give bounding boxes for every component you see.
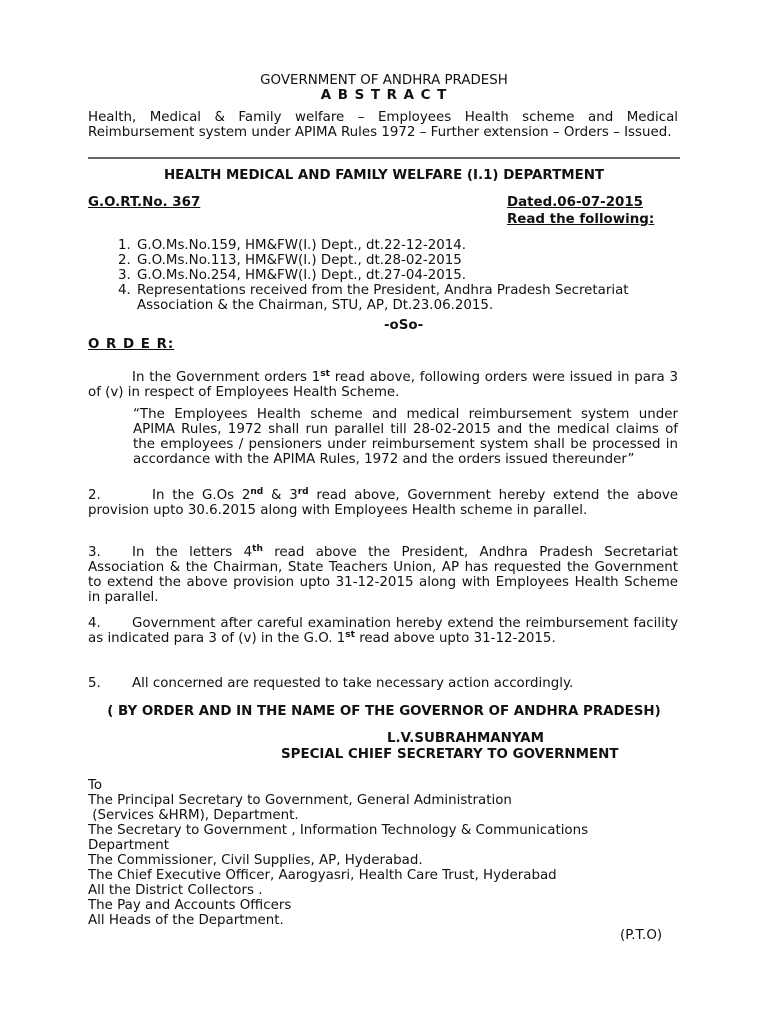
recipient-line: All the District Collectors .	[88, 883, 263, 898]
paragraph-1-text-a: In the Government orders 1	[132, 370, 321, 385]
recipient-line: Department	[88, 838, 170, 853]
ordinal-suffix: th	[252, 544, 263, 554]
paragraph-number: 5.	[88, 676, 101, 691]
references-list	[88, 238, 678, 313]
read-following-label: Read the following:	[507, 212, 655, 227]
abstract-title: A B S T R A C T	[320, 88, 448, 103]
signatory-title: SPECIAL CHIEF SECRETARY TO GOVERNMENT	[281, 747, 619, 762]
government-heading	[88, 73, 680, 103]
paragraph-1-text-b: read above, following orders were issued in para 3 of (v) in respect of Employees Health Scheme.	[88, 370, 678, 400]
paragraph-3-text-a: In the letters 4	[132, 545, 253, 560]
recipient-line: The Pay and Accounts Officers	[88, 898, 292, 913]
paragraph-5	[88, 676, 678, 691]
divider-line	[88, 157, 680, 159]
government-title: GOVERNMENT OF ANDHRA PRADESH	[260, 73, 508, 88]
paragraph-3-text-b: read above the President, Andhra Pradesh Secretariat Association & the Chairman, State Teachers Union, AP has requested the Government to extend the above provision upto 31-12-2015 along with Employees Health Scheme in parallel.	[88, 545, 678, 605]
paragraph-1	[88, 370, 678, 400]
ordinal-suffix: st	[345, 630, 355, 640]
go-number: G.O.RT.No. 367	[88, 195, 201, 210]
paragraph-4-text-b: read above upto 31-12-2015.	[354, 631, 556, 646]
reference-item: 3. G.O.Ms.No.254, HM&FW(I.) Dept., dt.27-04-2015.	[135, 268, 678, 283]
paragraph-2	[88, 488, 678, 518]
recipients-block	[88, 778, 588, 928]
paragraph-2-text-a: In the G.Os 2	[152, 488, 251, 503]
subject-text: Health, Medical & Family welfare – Employees Health scheme and Medical Reimbursement system under APIMA Rules 1972 – Further extension – Orders – Issued.	[88, 110, 678, 140]
paragraph-4-text-a: Government after careful examination hereby extend the reimbursement facility as indicated para 3 of (v) in the G.O. 1	[88, 616, 678, 646]
paragraph-2-text-c: read above, Government hereby extend the above provision upto 30.6.2015 along with Employees Health scheme in parallel.	[88, 488, 678, 518]
by-order-line: ( BY ORDER AND IN THE NAME OF THE GOVERNOR OF ANDHRA PRADESH)	[107, 704, 661, 719]
recipient-line: All Heads of the Department.	[88, 913, 284, 928]
to-label: To	[88, 778, 103, 793]
separator-mark: -oSo-	[384, 318, 424, 333]
ordinal-suffix: st	[320, 369, 330, 379]
paragraph-number: 3.	[88, 545, 101, 560]
reference-item: 1. G.O.Ms.No.159, HM&FW(I.) Dept., dt.22-12-2014.	[135, 238, 678, 253]
signatory-name: L.V.SUBRAHMANYAM	[387, 731, 544, 746]
paragraph-5-text: All concerned are requested to take necessary action accordingly.	[132, 676, 574, 691]
recipient-line: The Chief Executive Officer, Aarogyasri, Health Care Trust, Hyderabad	[88, 868, 557, 883]
paragraph-number: 4.	[88, 616, 101, 631]
quoted-order: “The Employees Health scheme and medical reimbursement system under APIMA Rules, 1972 shall run parallel till 28-02-2015 and the medical claims of the employees / pensioners under reimbursement system shall be processed in accordance with the APIMA Rules, 1972 and the orders issued thereunder”	[133, 407, 678, 467]
reference-item: 4. Representations received from the President, Andhra Pradesh Secretariat Association & the Chairman, STU, AP, Dt.23.06.2015.	[135, 283, 678, 313]
recipient-line: The Commissioner, Civil Supplies, AP, Hyderabad.	[88, 853, 423, 868]
paragraph-number: 2.	[88, 488, 101, 503]
recipient-line: The Principal Secretary to Government, General Administration	[88, 793, 512, 808]
recipient-line: The Secretary to Government , Information Technology & Communications	[88, 823, 589, 838]
order-heading: O R D E R:	[88, 337, 175, 352]
paragraph-3	[88, 545, 678, 605]
ordinal-suffix: nd	[250, 487, 264, 497]
department-title: HEALTH MEDICAL AND FAMILY WELFARE (I.1) DEPARTMENT	[163, 168, 605, 183]
ordinal-suffix: rd	[297, 487, 309, 497]
pto-mark: (P.T.O)	[620, 928, 663, 943]
paragraph-4	[88, 616, 678, 646]
paragraph-2-text-b: & 3	[263, 488, 298, 503]
reference-item: 2. G.O.Ms.No.113, HM&FW(I.) Dept., dt.28-02-2015	[135, 253, 678, 268]
go-date: Dated.06-07-2015	[507, 195, 643, 210]
recipient-line: (Services &HRM), Department.	[88, 808, 299, 823]
